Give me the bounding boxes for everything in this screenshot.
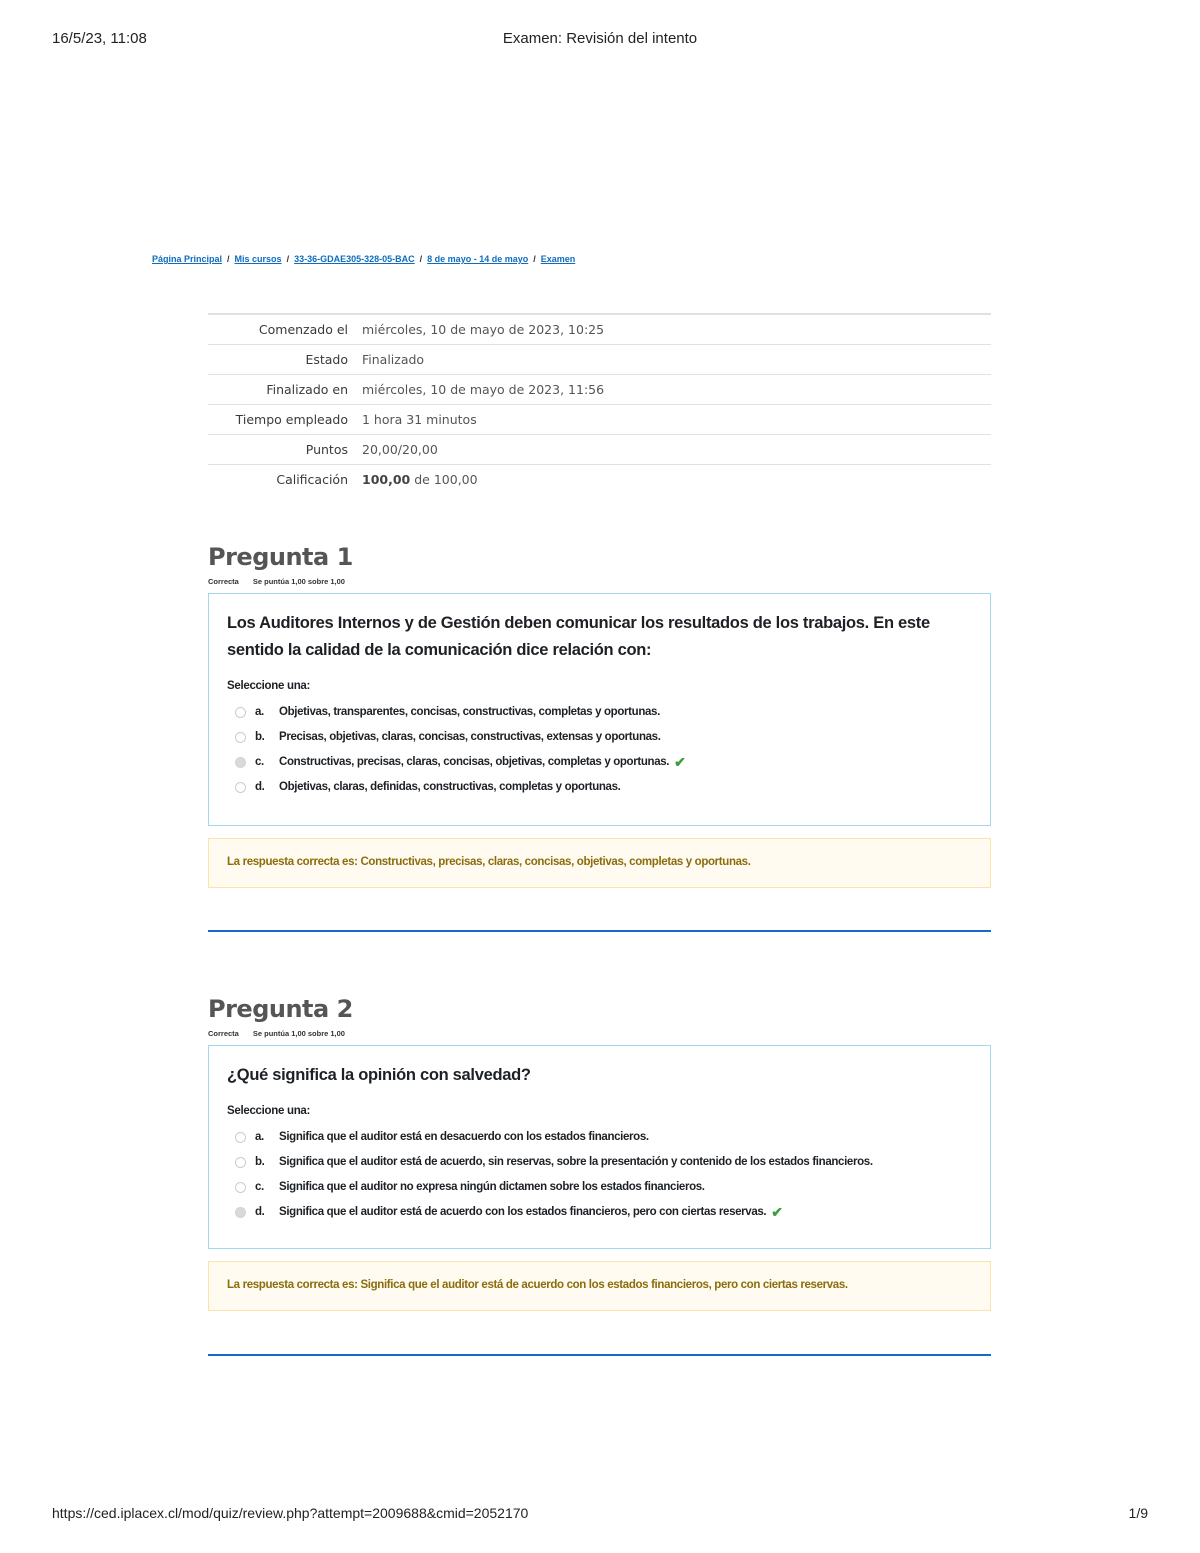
summary-label: Tiempo empleado [235, 412, 348, 427]
grade-value: 100,00 [362, 472, 411, 487]
summary-row-time [208, 405, 991, 435]
attempt-summary-table [208, 313, 991, 494]
question-1 [208, 543, 991, 888]
summary-value: 1 hora 31 minutos [362, 412, 477, 427]
question-2 [208, 995, 991, 1311]
question-text: Los Auditores Internos y de Gestión deben comunicar los resultados de los trabajos. En este sentido la calidad de la comunicación dice relación con: [227, 614, 930, 659]
question-divider [208, 930, 991, 932]
grade-suffix: de 100,00 [414, 472, 478, 487]
summary-row-state [208, 345, 991, 375]
print-footer [52, 1505, 1148, 1525]
option-letter: d. [255, 1206, 265, 1218]
summary-value: miércoles, 10 de mayo de 2023, 10:25 [362, 322, 605, 337]
summary-label: Estado [305, 352, 348, 367]
breadcrumb: Página Principal / Mis cursos / 33-36-GDAE305-328-05-BAC / 8 de mayo - 14 de mayo / Examen [152, 254, 576, 264]
summary-row-finished [208, 375, 991, 405]
summary-label: Comenzado el [258, 322, 348, 337]
answer-option-a[interactable] [227, 700, 972, 725]
answer-list [227, 700, 972, 800]
correct-answer-feedback: La respuesta correcta es: Significa que el auditor está de acuerdo con los estados financieros, pero con ciertas reservas. [208, 1261, 991, 1311]
option-text: Constructivas, precisas, claras, concisas, objetivas, completas y oportunas. [279, 756, 670, 768]
print-url: https://ced.iplacex.cl/mod/quiz/review.php?attempt=2009688&cmid=2052170 [52, 1505, 529, 1521]
question-text: ¿Qué significa la opinión con salvedad? [227, 1066, 531, 1084]
question-divider [208, 1354, 991, 1356]
answer-option-b[interactable] [227, 1150, 972, 1175]
summary-row-started [208, 314, 991, 345]
summary-label: Finalizado en [266, 382, 348, 397]
option-letter: c. [255, 1181, 264, 1193]
option-text: Significa que el auditor no expresa ningún dictamen sobre los estados financieros. [279, 1181, 705, 1193]
answer-option-c[interactable] [227, 750, 972, 775]
answer-list [227, 1125, 972, 1225]
summary-label: Puntos [305, 442, 348, 457]
option-text: Significa que el auditor está en desacuerdo con los estados financieros. [279, 1131, 649, 1143]
print-title: Examen: Revisión del intento [502, 30, 698, 47]
option-text: Objetivas, transparentes, concisas, constructivas, completas y oportunas. [279, 706, 660, 718]
summary-label: Calificación [276, 472, 348, 487]
answer-option-d[interactable] [227, 775, 972, 800]
correct-answer-feedback: La respuesta correcta es: Constructivas, precisas, claras, concisas, objetivas, completas y oportunas. [208, 838, 991, 888]
question-box [208, 593, 991, 826]
answer-option-c[interactable] [227, 1175, 972, 1200]
breadcrumb-course[interactable]: 33-36-GDAE305-328-05-BAC [294, 254, 415, 264]
summary-value: miércoles, 10 de mayo de 2023, 11:56 [362, 382, 605, 397]
radio-button[interactable] [235, 1182, 246, 1193]
radio-button[interactable] [235, 1132, 246, 1143]
option-letter: c. [255, 756, 264, 768]
option-text: Objetivas, claras, definidas, constructivas, completas y oportunas. [279, 781, 621, 793]
breadcrumb-home[interactable]: Página Principal [152, 254, 223, 264]
radio-button[interactable] [235, 707, 246, 718]
breadcrumb-week[interactable]: 8 de mayo - 14 de mayo [427, 254, 529, 264]
question-info [208, 1029, 991, 1039]
option-letter: a. [255, 706, 264, 718]
summary-value: 20,00/20,00 [362, 442, 438, 457]
summary-value: Finalizado [362, 352, 425, 367]
radio-button[interactable] [235, 782, 246, 793]
option-text: Significa que el auditor está de acuerdo, sin reservas, sobre la presentación y contenido de los estados financieros. [279, 1156, 873, 1168]
radio-button[interactable] [235, 1157, 246, 1168]
question-score: Se puntúa 1,00 sobre 1,00 [252, 577, 345, 586]
answer-prompt: Seleccione una: [227, 1105, 311, 1117]
answer-option-d[interactable] [227, 1200, 972, 1225]
question-score: Se puntúa 1,00 sobre 1,00 [252, 1029, 345, 1038]
print-date: 16/5/23, 11:08 [52, 30, 147, 47]
check-icon: ✔ [674, 754, 686, 770]
option-letter: d. [255, 781, 265, 793]
radio-button[interactable] [235, 732, 246, 743]
check-icon: ✔ [771, 1204, 783, 1220]
breadcrumb-my-courses[interactable]: Mis cursos [234, 254, 282, 264]
summary-row-grade [208, 465, 991, 495]
summary-row-points [208, 435, 991, 465]
question-status: Correcta [208, 577, 239, 586]
option-text: Significa que el auditor está de acuerdo con los estados financieros, pero con ciertas reservas. [279, 1206, 767, 1218]
print-header [52, 30, 1148, 50]
breadcrumb-exam[interactable]: Examen [540, 254, 576, 264]
print-page-number: 1/9 [1128, 1505, 1148, 1521]
option-text: Precisas, objetivas, claras, concisas, constructivas, extensas y oportunas. [279, 731, 661, 743]
answer-prompt: Seleccione una: [227, 680, 311, 692]
option-letter: b. [255, 1156, 265, 1168]
radio-button-selected[interactable] [235, 1207, 246, 1218]
option-letter: a. [255, 1131, 264, 1143]
question-info [208, 577, 991, 587]
question-status: Correcta [208, 1029, 239, 1038]
question-box [208, 1045, 991, 1249]
answer-option-b[interactable] [227, 725, 972, 750]
answer-option-a[interactable] [227, 1125, 972, 1150]
radio-button-selected[interactable] [235, 757, 246, 768]
question-title: Pregunta 2 [208, 995, 353, 1023]
question-title: Pregunta 1 [208, 543, 353, 571]
option-letter: b. [255, 731, 265, 743]
summary-value [355, 465, 991, 495]
